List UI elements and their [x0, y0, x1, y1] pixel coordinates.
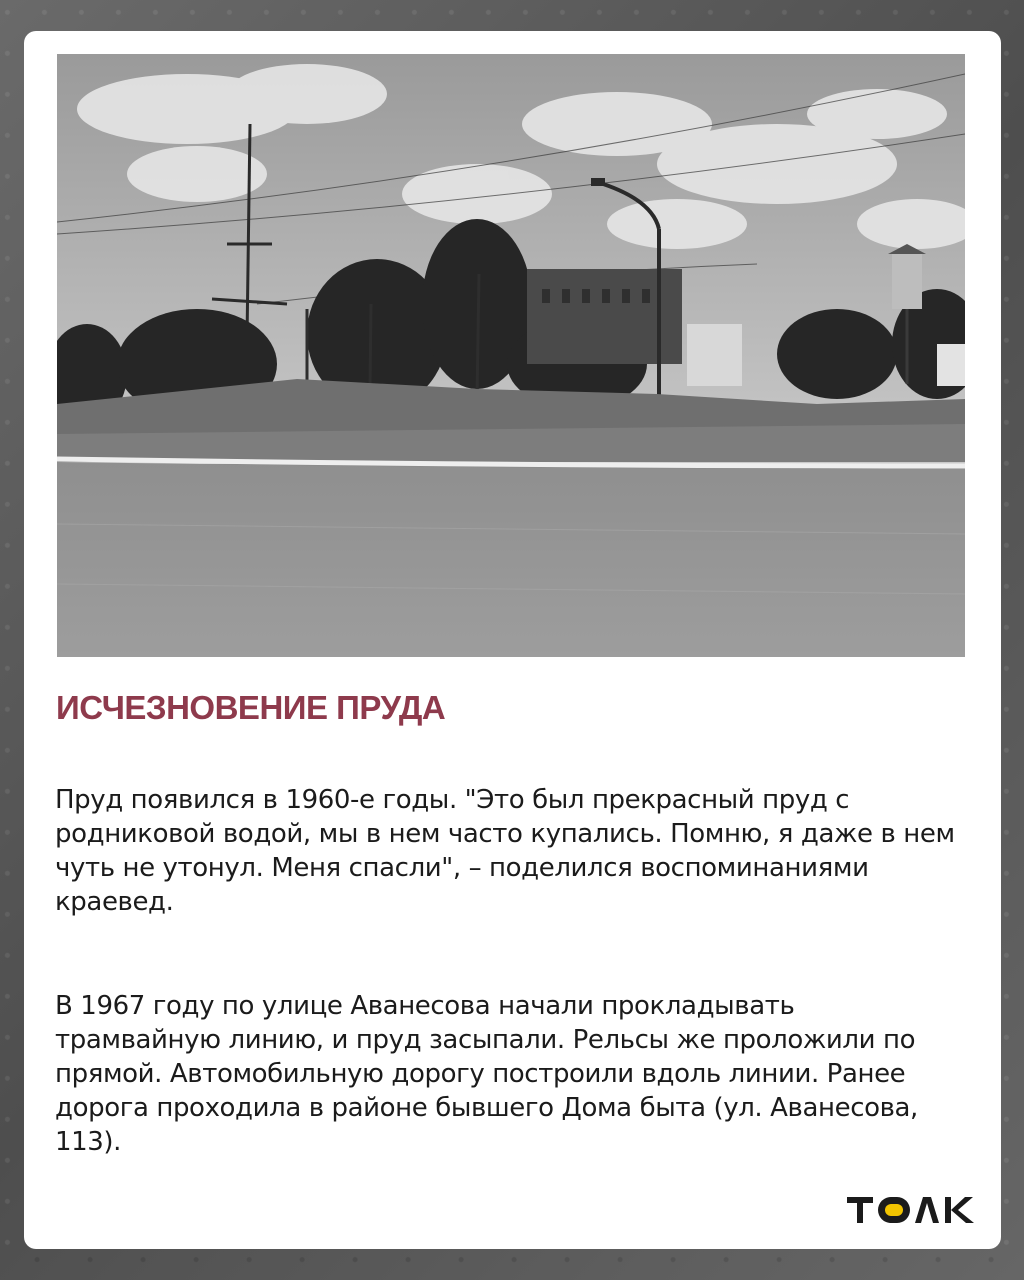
tolk-logo	[847, 1193, 975, 1227]
article-title: ИСЧЕЗНОВЕНИЕ ПРУДА	[56, 689, 446, 726]
archive-photo	[57, 54, 965, 657]
article-paragraph-1: Пруд появился в 1960-е годы. "Это был прекрасный пруд с родниковой водой, мы в нем часто купались. Помню, я даже в нем чуть не утонул. Меня спасли", – поделился воспоминаниями краевед.	[55, 785, 955, 917]
archive-photo-image	[57, 54, 965, 657]
tolk-logo-mark	[847, 1195, 975, 1225]
article-paragraph-2: В 1967 году по улице Аванесова начали прокладывать трамвайную линию, и пруд засыпали. Рельсы же проложили по прямой. Автомобильную дорогу построили вдоль линии. Ранее дорога проходила в районе бывшего Дома быта (ул. Аванесова, 113).	[55, 991, 918, 1157]
post-card	[24, 31, 1001, 1249]
